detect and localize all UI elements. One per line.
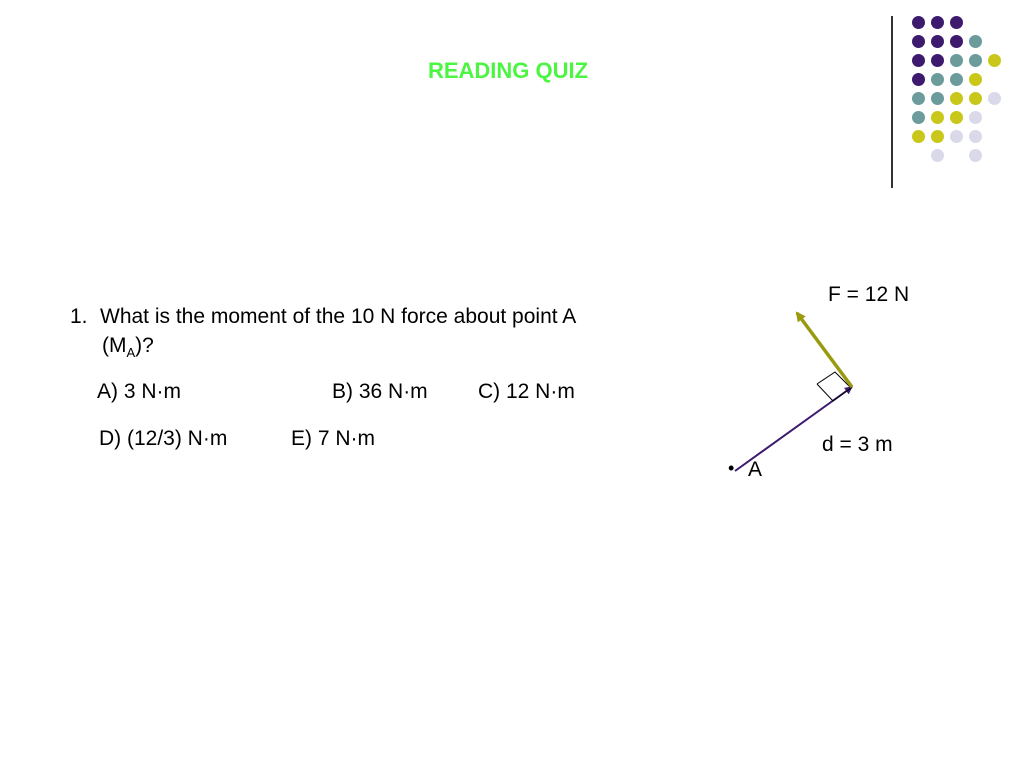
slide-title: READING QUIZ — [427, 58, 589, 83]
paren-open: ( — [102, 334, 109, 357]
point-a-bullet: • — [728, 458, 735, 478]
point-a-label: A — [748, 458, 763, 481]
force-label: F = 12 N — [828, 283, 910, 306]
question-number: 1. — [70, 305, 88, 328]
moment-subscript: A — [126, 345, 136, 361]
option-d: D) (12/3) N·m — [99, 427, 228, 450]
question-body: What is the moment of the 10 N force about point A — [100, 305, 577, 328]
option-c: C) 12 N·m — [478, 380, 575, 403]
distance-label: d = 3 m — [822, 433, 893, 456]
option-b: B) 36 N·m — [332, 380, 428, 403]
moment-symbol: M — [109, 334, 127, 357]
option-e: E) 7 N·m — [291, 427, 375, 450]
question-suffix: )? — [135, 334, 154, 357]
option-a: A) 3 N·m — [97, 380, 181, 403]
force-arrow — [797, 313, 852, 387]
